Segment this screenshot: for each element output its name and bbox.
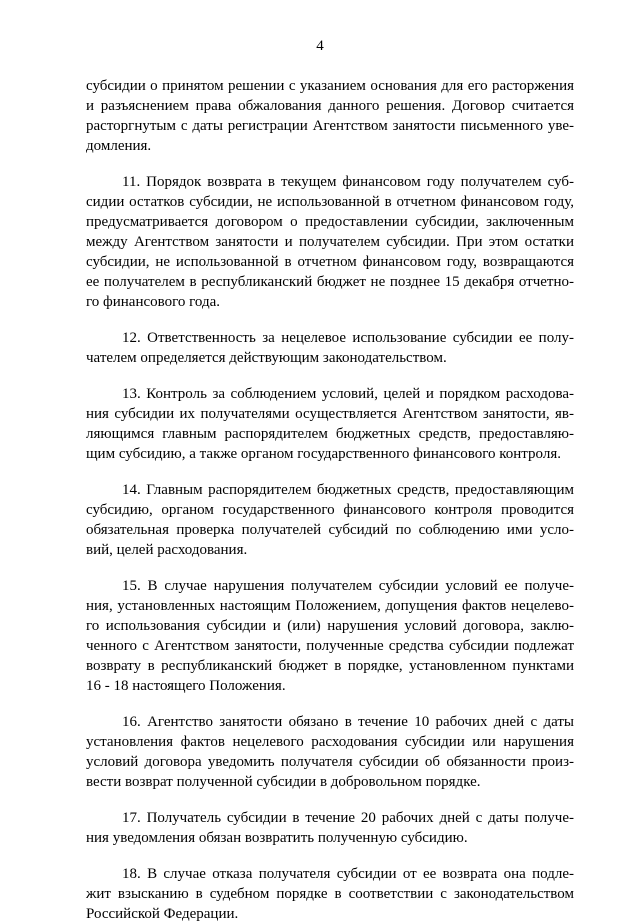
paragraph-line: 17. Получатель субсидии в течение 20 рабочих дней с даты получе- <box>122 810 574 826</box>
paragraph-line: субсидию, органом государственного финансового контроля проводится <box>86 502 574 518</box>
paragraph-line: го использования субсидии и (или) нарушения условий договора, заклю- <box>86 618 574 634</box>
page-number: 4 <box>316 38 324 54</box>
paragraph-line: ляющимся главным распорядителем бюджетных средств, предоставляю- <box>86 426 574 442</box>
paragraph-line: сидии остатков субсидии, не использованной в отчетном финансовом году, <box>86 194 574 210</box>
paragraph <box>86 76 574 156</box>
paragraph-line: возврату в республиканский бюджет в порядке, установленном пунктами <box>86 658 574 674</box>
paragraph <box>86 172 574 312</box>
paragraph-line: 11. Порядок возврата в текущем финансовом году получателем суб- <box>122 174 574 190</box>
paragraph-line: условий договора уведомить получателя субсидии об обязанности произ- <box>86 754 574 770</box>
paragraph-line: жит взысканию в судебном порядке в соответствии с законодательством <box>86 886 574 902</box>
document-body <box>86 76 574 924</box>
paragraph-line: обязательная проверка получателей субсидий по соблюдению ими усло- <box>86 522 574 538</box>
paragraph-line: вий, целей расходования. <box>86 542 248 558</box>
paragraph-line: 12. Ответственность за нецелевое использование субсидии ее полу- <box>122 330 574 346</box>
paragraph <box>86 576 574 696</box>
paragraph <box>86 864 574 924</box>
paragraph-line: ее получателем в республиканский бюджет не позднее 15 декабря отчетно- <box>86 274 574 290</box>
paragraph-line: установления фактов нецелевого расходования субсидии или нарушения <box>86 734 574 750</box>
paragraph-line: вести возврат полученной субсидии в добровольном порядке. <box>86 774 481 790</box>
paragraph-line: 16. Агентство занятости обязано в течение 10 рабочих дней с даты <box>122 714 574 730</box>
paragraph-line: ния уведомления обязан возвратить полученную субсидию. <box>86 830 468 846</box>
paragraph-line: го финансового года. <box>86 294 221 310</box>
paragraph <box>86 712 574 792</box>
paragraph-line: 14. Главным распорядителем бюджетных средств, предоставляющим <box>122 482 574 498</box>
paragraph-line: предусматривается договором о предоставлении субсидии, заключенным <box>86 214 574 230</box>
paragraph-line: и разъяснением права обжалования данного решения. Договор считается <box>86 98 574 114</box>
paragraph-line: 16 - 18 настоящего Положения. <box>86 678 286 694</box>
paragraph-line: ния субсидии их получателями осуществляется Агентством занятости, яв- <box>86 406 574 422</box>
paragraph <box>86 480 574 560</box>
paragraph-line: Российской Федерации. <box>86 906 239 922</box>
paragraph-line: субсидии о принятом решении с указанием основания для его расторжения <box>86 78 574 94</box>
paragraph-line: 18. В случае отказа получателя субсидии от ее возврата она подле- <box>122 866 574 882</box>
paragraph-line: ченного с Агентством занятости, полученные средства субсидии подлежат <box>86 638 574 654</box>
paragraph <box>86 384 574 464</box>
paragraph-line: 15. В случае нарушения получателем субсидии условий ее получе- <box>122 578 574 594</box>
paragraph-line: 13. Контроль за соблюдением условий, целей и порядком расходова- <box>122 386 574 402</box>
paragraph <box>86 328 574 368</box>
paragraph-line: субсидии, не использованной в отчетном финансовом году, возвращаются <box>86 254 574 270</box>
paragraph-line: чателем определяется действующим законодательством. <box>86 350 447 366</box>
paragraph-line: расторгнутым с даты регистрации Агентством занятости письменного уве- <box>86 118 574 134</box>
paragraph-line: домления. <box>86 138 152 154</box>
paragraph <box>86 808 574 848</box>
paragraph-line: между Агентством занятости и получателем субсидии. При этом остатки <box>86 234 574 250</box>
paragraph-line: ния, установленных настоящим Положением, допущения фактов нецелево- <box>86 598 574 614</box>
paragraph-line: щим субсидию, а также органом государственного финансового контроля. <box>86 446 561 462</box>
